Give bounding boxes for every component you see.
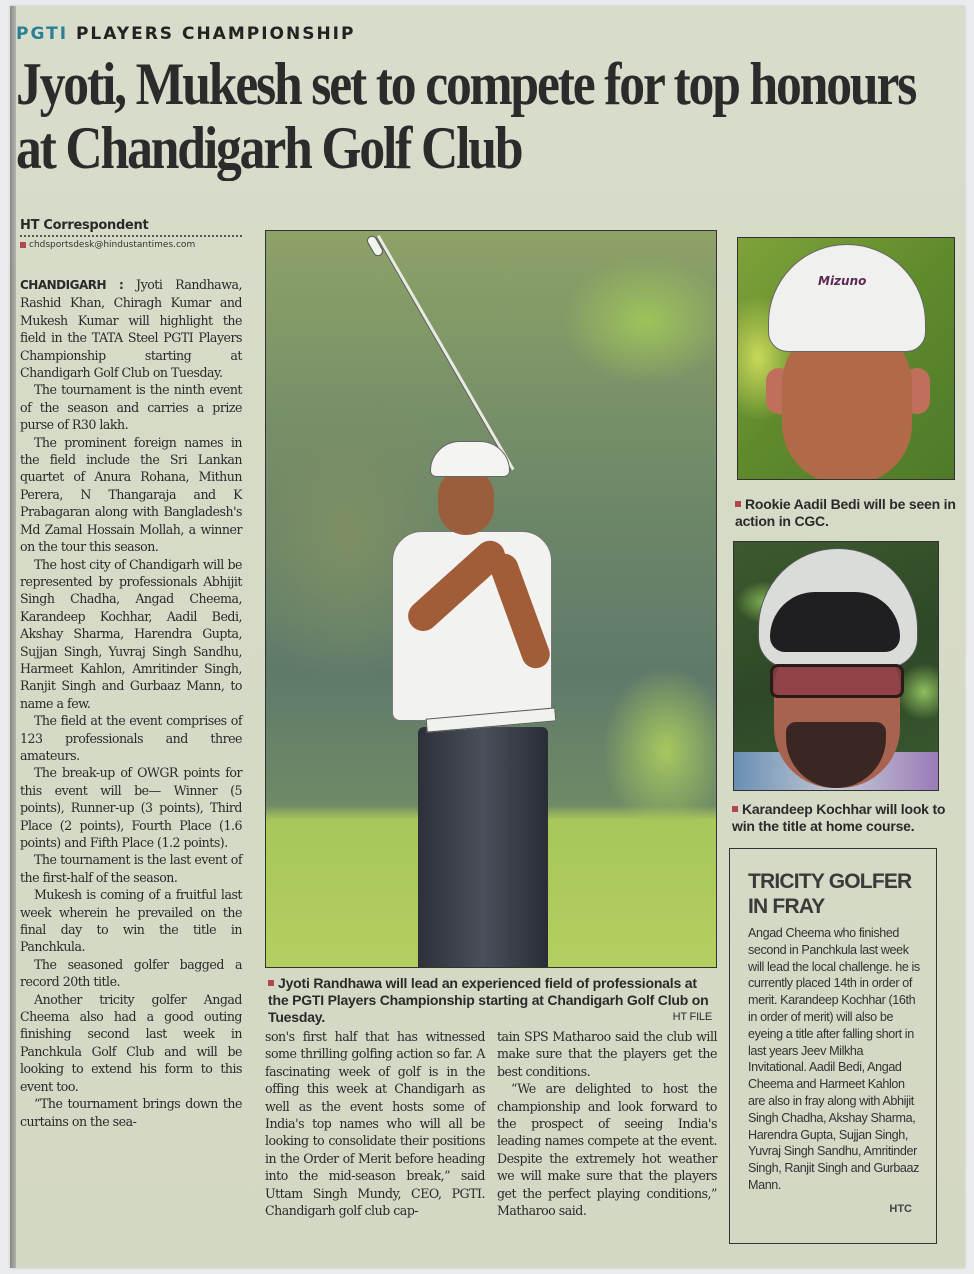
- byline-email: chdsportsdesk@hindustantimes.com: [29, 240, 196, 250]
- dateline: CHANDIGARH :: [20, 278, 124, 292]
- byline-email-row: [20, 240, 242, 250]
- golf-club-shaft: [376, 235, 514, 471]
- body-paragraph: The break-up of OWGR points for this event will be— Winner (5 points), Runner-up (3 points), Third Place (2 points), Fourth Place (1.6 points) and Fifth Place (1.2 points).: [20, 765, 242, 850]
- photo-aadil-bedi: [737, 237, 955, 480]
- bullet-square-icon: [268, 980, 274, 986]
- body-paragraph: son's first half that has witnessed some thrilling golfing action so far. A fascinating week of golf is in the offing this week at Chandigarh as well as the event hosts some of India's top names who will all be looking to consolidate their positions in the Order of Merit before heading into the mid-season break,” said Uttam Singh Mundy, CEO, PGTI. Chandigarh golf club cap-: [265, 1029, 485, 1219]
- photo-jyoti-randhawa: [265, 230, 717, 968]
- body-paragraph: The tournament is the ninth event of the season and carries a prize purse of R30 lakh.: [20, 382, 242, 433]
- golfer-trousers: [418, 727, 548, 968]
- article-column-2: [265, 1028, 485, 1219]
- body-paragraph: The field at the event comprises of 123 professionals and three amateurs.: [20, 713, 242, 763]
- body-paragraph: Mukesh is coming of a fruitful last week wherein he prevailed on the final day to win the title in Panchkula.: [20, 887, 242, 955]
- sidebar-body: Angad Cheema who finished second in Panchkula last week will lead the local challenge. he is currently placed 14th in order of merit. Karandeep Kochhar (16th in order of merit) will also be eyeing a title after falling short in last years Jeev Milkha Invitational. Aadil Bedi, Angad Cheema and Harmeet Kahlon are also in fray along with Abhijit Singh Chadha, Akshay Sharma, Harendra Gupta, Sujjan Singh, Yuvraj Singh Sandhu, Amritinder Singh, Ranjit Singh and Gurbaaz Mann.: [748, 926, 920, 1192]
- kicker-brand: PGTI: [16, 24, 69, 44]
- body-paragraph: The seasoned golfer bagged a record 20th title.: [20, 956, 242, 990]
- golfer-cap: [430, 441, 510, 477]
- cap-underside: [770, 592, 900, 652]
- bullet-square-icon: [20, 242, 26, 248]
- body-paragraph: Another tricity golfer Angad Cheema also had a good outing finishing second last week in Panchkula Golf Club and will be looking to extend his form to this event too.: [20, 991, 242, 1094]
- sidebar-credit: HTC: [889, 1203, 912, 1215]
- article-column-1: [20, 276, 242, 1130]
- photo-caption-karandeep: Karandeep Kochhar will look to win the title at home course.: [732, 801, 946, 834]
- body-paragraph: tain SPS Matharoo said the club will make sure that the players get the best conditions.: [497, 1029, 717, 1079]
- body-paragraph: The tournament is the last event of the first-half of the season.: [20, 852, 242, 885]
- sidebar-title: TRICITY GOLFER IN FRAY: [748, 870, 912, 918]
- kicker-label: PLAYERS CHAMPIONSHIP: [75, 24, 356, 44]
- body-paragraph: The host city of Chandigarh will be represented by professionals Abhijit Singh Chadha, Angad Cheema, Karandeep Kochhar, Aadil Bedi, Akshay Sharma, Harendra Gupta, Sujjan Singh, Yuvraj Singh Sandhu, Harmeet Kahlon, Amritinder Singh, Ranjit Singh and Gurbaaz Mann, to name a few.: [20, 556, 242, 711]
- cap: [768, 244, 926, 352]
- byline-author: HT Correspondent: [20, 218, 242, 237]
- sunglasses: [770, 664, 904, 698]
- bullet-square-icon: [732, 806, 738, 812]
- photo-caption-aadil: Rookie Aadil Bedi will be seen in action in CGC.: [735, 496, 956, 529]
- section-kicker: [16, 24, 355, 44]
- body-paragraph: CHANDIGARH : Jyoti Randhawa, Rashid Khan, Chiragh Kumar and Mukesh Kumar will highlight the field in the TATA Steel PGTI Players Championship starting at Chandigarh Golf Club on Tuesday.: [20, 277, 242, 381]
- article-column-3: [497, 1028, 717, 1219]
- body-paragraph: “We are delighted to host the championship and look forward to the prospect of seeing India's leading names compete at the event. Despite the extremely hot weather we will make sure that the players get the perfect playing conditions,” Matharoo said.: [497, 1081, 717, 1219]
- body-paragraph: The prominent foreign names in the field include the Sri Lankan quartet of Anura Rohana, Mithun Perera, N Thangaraja and K Prabagaran along with Bangladesh's Md Zamal Hossain Mollah, a winner on the tour this season.: [20, 434, 242, 555]
- photo-caption-main: Jyoti Randhawa will lead an experienced field of professionals at the PGTI Players Championship starting at Chandigarh Golf Club on Tuesday. HT FILE: [268, 975, 712, 1025]
- headline: Jyoti, Mukesh set to compete for top honours at Chandigarh Golf Club: [16, 51, 916, 181]
- byline: [20, 218, 242, 250]
- cap-logo: Mizuno: [818, 274, 867, 288]
- body-paragraph: “The tournament brings down the curtains on the sea-: [20, 1096, 242, 1129]
- photo-credit: HT FILE: [672, 1011, 712, 1023]
- sidebar-tricity-golfer: [729, 848, 937, 1244]
- photo-karandeep-kochhar: [733, 541, 939, 791]
- golfer-face: [438, 469, 494, 535]
- bullet-square-icon: [735, 501, 741, 507]
